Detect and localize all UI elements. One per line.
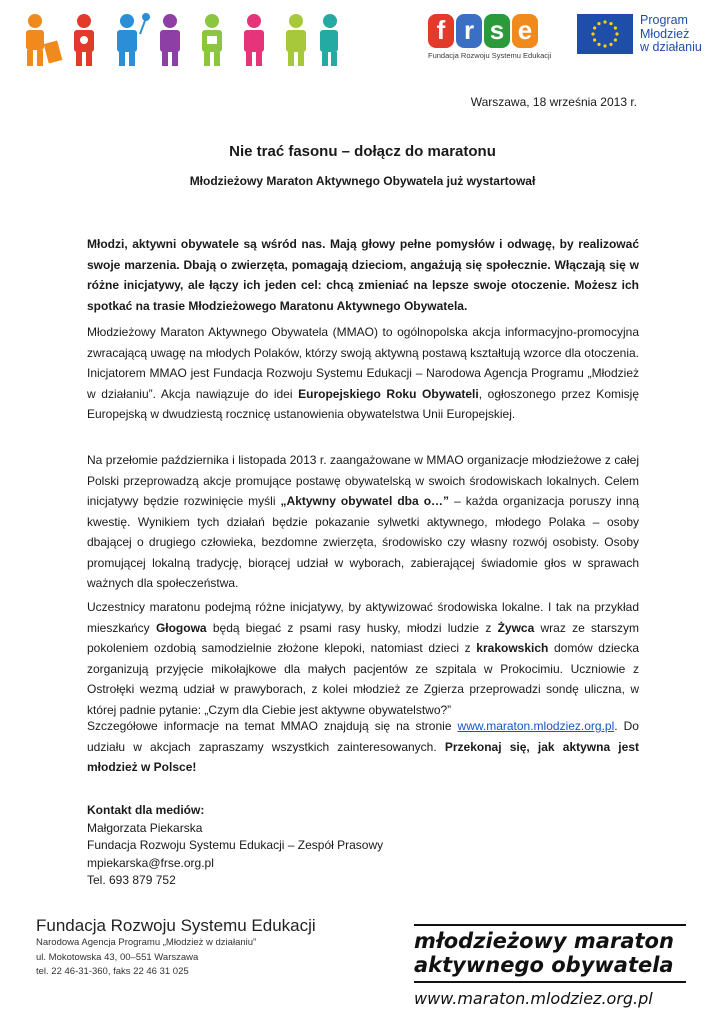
brand-top-rule bbox=[414, 924, 686, 926]
eu-program-line-1: Program bbox=[640, 13, 688, 27]
footer-org-name: Fundacja Rozwoju Systemu Edukacji bbox=[36, 916, 316, 935]
eu-program-text bbox=[640, 14, 702, 55]
eu-program-line-2: Młodzież bbox=[640, 26, 690, 41]
lead-text: Młodzi, aktywni obywatele są wśród nas. Mają głowy pełne pomysłów i odwagę, by realizować swoje marzenia. Dbają o zwierzęta, pomagają dzieciom, angażują się społecznie. Włączają się w różne inicjatywy, ale łączy ich jeden cel: chcą zmieniać na lepsze swoje otoczenie. Możesz ich spotkać na trasie Młodzieżowego Maratonu Aktywnego Obywatela. bbox=[87, 237, 639, 313]
eu-flag-icon bbox=[577, 14, 633, 54]
footer-address bbox=[36, 916, 316, 980]
paragraph-2 bbox=[87, 450, 639, 605]
eu-star-icon bbox=[614, 26, 617, 29]
eu-star-icon bbox=[603, 20, 606, 23]
p3-bold-3: krakowskich bbox=[476, 641, 549, 655]
eu-star-icon bbox=[615, 32, 618, 35]
kid-figure-green bbox=[202, 14, 222, 66]
p3-text-1: Uczestnicy maratonu podejmą różne inicjatywy, by aktywizować środowiska lokalne. I tak na przykład mieszkańcy bbox=[87, 600, 639, 635]
p1-text-1: Młodzieżowy Maraton Aktywnego Obywatela (MMAO) to ogólnopolska akcja informacyjno-promocyjna zwracającą uwagę na młodych Polaków, którzy swoją aktywną postawą kształtują wzorce dla otoczenia. Inicjatorem MMAO jest Fundacja Rozwoju Systemu Edukacji – Narodowa Agencja Programu „Młodzież w działaniu”. Akcja nawiązuje do idei bbox=[87, 325, 639, 401]
eu-star-icon bbox=[593, 26, 596, 29]
contact-org: Fundacja Rozwoju Systemu Edukacji – Zespół Prasowy bbox=[87, 838, 384, 852]
p4-bold-1: Przekonaj się, jak aktywna jest młodzież w Polsce! bbox=[87, 739, 639, 774]
kid-figure-lime bbox=[286, 14, 306, 66]
eu-star-icon bbox=[603, 44, 606, 47]
p1-bold-1: Europejskiego Roku Obywateli bbox=[298, 386, 479, 401]
p3-bold-2: Żywca bbox=[497, 620, 535, 635]
paragraph-3 bbox=[87, 597, 639, 731]
frse-caption: Fundacja Rozwoju Systemu Edukacji bbox=[428, 51, 552, 60]
date-line: Warszawa, 18 września 2013 r. bbox=[470, 95, 637, 109]
frse-letter-e: e bbox=[512, 14, 538, 48]
kid-figure-blue bbox=[117, 13, 150, 66]
media-contact bbox=[87, 802, 383, 890]
p3-text-3: wraz ze starszym pokoleniem ozdobią samodzielnie złożone klepoki, natomiast dzieci z bbox=[87, 620, 639, 655]
kid-figure-pink bbox=[244, 14, 264, 66]
page-subtitle: Młodzieżowy Maraton Aktywnego Obywatela już wystartował bbox=[189, 174, 536, 188]
contact-email[interactable]: mpiekarska@frse.org.pl bbox=[87, 855, 214, 870]
footer-street: ul. Mokotowska 43, 00–551 Warszawa bbox=[36, 951, 199, 963]
eu-program-logo bbox=[577, 14, 717, 58]
page-title: Nie trać fasonu – dołącz do maratonu bbox=[229, 143, 496, 160]
frse-letter-s: s bbox=[484, 14, 510, 48]
eu-star-icon bbox=[597, 43, 600, 46]
p2-text-1: Na przełomie października i listopada 2013 r. zaangażowane w MMAO organizacje młodzieżowe z całej Polski przeprowadzą akcje promujące postawę obywatelską w swoich środowiskach lokalnych. Celem inicjatywy będzie rozwinięcie myśli bbox=[87, 453, 639, 508]
contact-name: Małgorzata Piekarska bbox=[87, 820, 203, 835]
frse-letter-f: f bbox=[428, 14, 454, 48]
p3-text-2: będą biegać z psami rasy husky, młodzi ludzie z bbox=[206, 620, 498, 635]
eu-star-icon bbox=[597, 22, 600, 25]
paragraph-1 bbox=[87, 322, 639, 436]
maraton-brand-logo bbox=[414, 924, 686, 1008]
frse-letter-r: r bbox=[456, 14, 482, 48]
p4-text-2: . Do udziału w akcjach zapraszamy wszystkich zainteresowanych. bbox=[87, 719, 639, 754]
footer-agency: Narodowa Agencja Programu „Młodzież w działaniu” bbox=[36, 937, 257, 948]
p2-bold-1: „Aktywny obywatel dba o…” bbox=[280, 494, 450, 508]
eu-star-icon bbox=[593, 38, 596, 41]
eu-star-icon bbox=[614, 38, 617, 41]
brand-bottom-rule bbox=[414, 981, 686, 983]
page-header bbox=[0, 0, 725, 80]
frse-logo bbox=[428, 14, 552, 66]
eu-star-icon bbox=[591, 32, 594, 35]
p1-text-2: , ogłoszonego przez Komisję Europejską w dwudziestą rocznicę ustanowienia obywatelstwa Unii Europejskiej. bbox=[87, 386, 639, 421]
brand-line-1: młodzieżowy maraton bbox=[414, 929, 674, 953]
lead-paragraph bbox=[87, 234, 639, 327]
paragraph-4 bbox=[87, 716, 639, 789]
frse-letters bbox=[428, 14, 546, 48]
eu-star-icon bbox=[609, 43, 612, 46]
kid-figure-red bbox=[74, 14, 94, 66]
p4-text-1: Szczegółowe informacje na temat MMAO znajdują się na stronie bbox=[87, 719, 458, 733]
p2-text-2: – każda organizacja poruszy inną kwestię. Wynikiem tych działań będzie pokazanie sylwetki aktywnego, młodego Polaka – osoby dbającej o drugiego człowieka, bezdomne zwierzęta, środowisko czy własny rozwój osobisty. Osoby promującej lokalną tradycję, biorącej udział w wyborach, zabierającej świadomie głos w sprawach ważnych dla społeczeństwa. bbox=[87, 494, 639, 590]
brand-line-2: aktywnego obywatela bbox=[414, 953, 674, 977]
brand-url: www.maraton.mlodziez.org.pl bbox=[414, 989, 653, 1008]
kid-figure-purple bbox=[160, 14, 180, 66]
contact-phone: Tel. 693 879 752 bbox=[87, 873, 176, 887]
footer-phone-fax: tel. 22 46-31-360, faks 22 46 31 025 bbox=[36, 966, 189, 977]
p3-text-4: domów dziecka zorganizują przyjęcie mikołajkowe dla małych pacjentów ze szpitala w Prokocimiu. Uczniowie z Ostrołęki wezmą udział w prawyborach, z kolei młodzież ze Zgierza przeprowadzi sondę uliczna, w której padnie pytanie: „Czym dla Ciebie jest aktywne obywatelstwo?” bbox=[87, 641, 639, 717]
p3-bold-1: Głogowa bbox=[155, 620, 207, 635]
kid-figure-teal bbox=[320, 14, 338, 66]
eu-program-line-3: w działaniu bbox=[640, 40, 702, 54]
contact-heading: Kontakt dla mediów: bbox=[87, 803, 205, 817]
maraton-website-link[interactable]: www.maraton.mlodziez.org.pl bbox=[457, 719, 615, 733]
kids-figures-logo bbox=[22, 12, 340, 68]
eu-star-icon bbox=[609, 22, 612, 25]
kid-figure-orange bbox=[26, 14, 62, 66]
